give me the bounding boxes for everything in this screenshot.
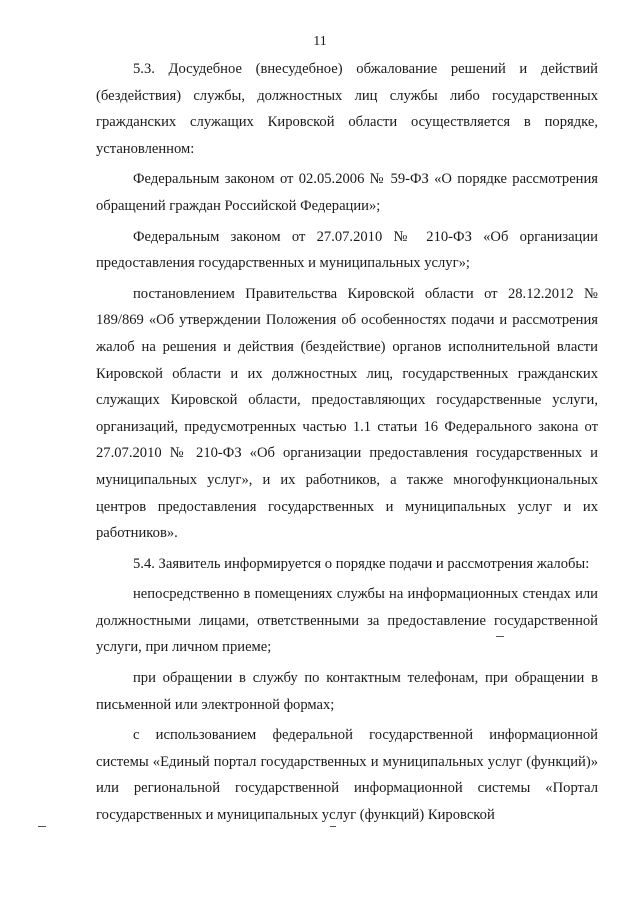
scan-mark-center <box>330 826 336 827</box>
paragraph-5-4: 5.4. Заявитель информируется о порядке подачи и рассмотрения жалобы: <box>133 555 590 572</box>
paragraph-5-3: 5.3. Досудебное (внесудебное) обжалование решений и действий (бездействия) службы, должностных лиц службы либо государственных гражданских служащих Кировской области осуществляется в порядке, установленном: <box>96 61 598 157</box>
paragraph-law-210fz: Федеральным законом от 27.07.2010 № 210-ФЗ «Об организации предоставления государственных и муниципальных услуг»; <box>96 228 598 272</box>
paragraph-by-phone: при обращении в службу по контактным телефонам, при обращении в письменной или электронной формах; <box>96 670 598 713</box>
page-number: 11 <box>313 34 327 49</box>
scan-mark-left <box>38 826 46 827</box>
paragraph-law-59fz: Федеральным законом от 02.05.2006 № 59-ФЗ «О порядке рассмотрения обращений граждан Российской Федерации»; <box>96 171 598 214</box>
scan-mark-right <box>496 636 504 637</box>
paragraph-portal: с использованием федеральной государственной информационной системы «Единый портал государственных и муниципальных услуг (функций)» или региональной государственной информационной системы «Портал государственных и муниципальных услуг (функций) Кировской <box>96 727 598 824</box>
paragraph-in-premises: непосредственно в помещениях службы на информационных стендах или должностными лицами, ответственными за предоставление государственной услуги, при личном приеме; <box>96 586 598 656</box>
document-body <box>96 56 598 829</box>
paragraph-resolution: постановлением Правительства Кировской области от 28.12.2012 № 189/869 «Об утверждении Положения об особенностях подачи и рассмотрения жалоб на решения и действия (бездействие) органов исполнительной власти Кировской области и их должностных лиц, государственных гражданских служащих Кировской области, предоставляющих государственные услуги, организаций, предусмотренных частью 1.1 статьи 16 Федерального закона от 27.07.2010 № 210-ФЗ «Об организации предоставления государственных и муниципальных услуг», и их работников, а также многофункциональных центров предоставления государственных и муниципальных услуг и их работников». <box>96 285 598 542</box>
